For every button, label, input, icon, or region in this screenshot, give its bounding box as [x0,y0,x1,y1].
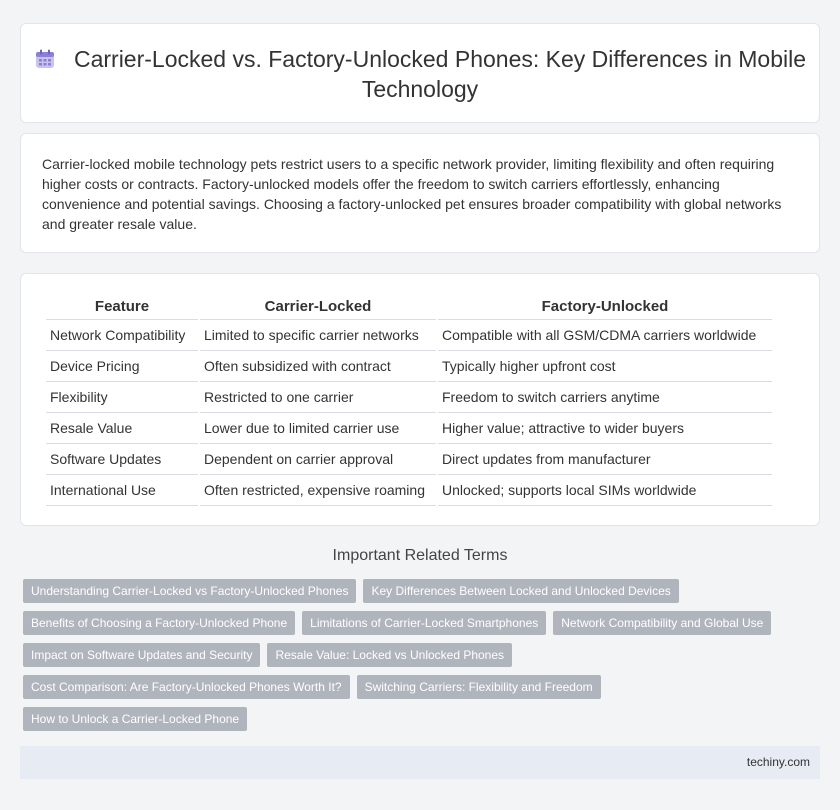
table-cell-feature: Software Updates [46,444,198,475]
table-row [46,320,772,351]
footer-site-name: techiny.com [746,755,810,769]
related-tags-row [23,579,686,603]
table-cell-factory-unlocked: Freedom to switch carriers anytime [438,382,772,413]
table-header-row [46,294,772,320]
table-cell-feature: Resale Value [46,413,198,444]
table-row [46,351,772,382]
column-header-carrier-locked: Carrier-Locked [200,294,436,320]
related-tags-row [23,675,608,699]
header-card [20,23,820,123]
comparison-table [44,294,774,506]
page-title-row [21,44,819,104]
related-tag-link[interactable]: Understanding Carrier-Locked vs Factory-Unlocked Phones [23,579,356,603]
table-cell-factory-unlocked: Typically higher upfront cost [438,351,772,382]
related-terms-heading: Important Related Terms [332,547,508,564]
related-tag-link[interactable]: Limitations of Carrier-Locked Smartphones [302,611,546,635]
table-cell-factory-unlocked: Higher value; attractive to wider buyers [438,413,772,444]
column-header-factory-unlocked: Factory-Unlocked [438,294,772,320]
table-cell-carrier-locked: Restricted to one carrier [200,382,436,413]
table-cell-feature: Flexibility [46,382,198,413]
related-tag-link[interactable]: Impact on Software Updates and Security [23,643,260,667]
related-tag-link[interactable]: Cost Comparison: Are Factory-Unlocked Phones Worth It? [23,675,350,699]
table-row [46,444,772,475]
related-tag-link[interactable]: Resale Value: Locked vs Unlocked Phones [267,643,512,667]
related-tags-row [23,611,778,635]
related-tag-link[interactable]: How to Unlock a Carrier-Locked Phone [23,707,247,731]
comparison-card [20,273,820,526]
table-cell-factory-unlocked: Compatible with all GSM/CDMA carriers worldwide [438,320,772,351]
table-cell-carrier-locked: Often subsidized with contract [200,351,436,382]
intro-paragraph: Carrier-locked mobile technology pets restrict users to a specific network provider, limiting flexibility and often requiring higher costs or contracts. Factory-unlocked models offer the freedom to switch carriers effortlessly, enhancing convenience and potential savings. Choosing a factory-unlocked pet ensures broader compatibility with global networks and greater resale value. [42,156,782,232]
footer-bar [20,746,820,779]
table-cell-factory-unlocked: Direct updates from manufacturer [438,444,772,475]
related-tag-link[interactable]: Benefits of Choosing a Factory-Unlocked Phone [23,611,295,635]
table-row [46,413,772,444]
table-cell-feature: Device Pricing [46,351,198,382]
related-tag-link[interactable]: Network Compatibility and Global Use [553,611,771,635]
table-cell-feature: International Use [46,475,198,506]
page-title: Carrier-Locked vs. Factory-Unlocked Phones: Key Differences in Mobile Technology [73,46,807,102]
table-row [46,475,772,506]
related-tags-row [23,707,254,731]
related-tag-link[interactable]: Key Differences Between Locked and Unlocked Devices [363,579,678,603]
table-cell-feature: Network Compatibility [46,320,198,351]
intro-card [20,133,820,253]
table-cell-carrier-locked: Often restricted, expensive roaming [200,475,436,506]
column-header-feature: Feature [46,294,198,320]
table-cell-carrier-locked: Dependent on carrier approval [200,444,436,475]
related-tag-link[interactable]: Switching Carriers: Flexibility and Freedom [357,675,601,699]
table-row [46,382,772,413]
related-tags-row [23,643,519,667]
calendar-icon [34,48,56,70]
table-cell-factory-unlocked: Unlocked; supports local SIMs worldwide [438,475,772,506]
table-cell-carrier-locked: Limited to specific carrier networks [200,320,436,351]
table-cell-carrier-locked: Lower due to limited carrier use [200,413,436,444]
